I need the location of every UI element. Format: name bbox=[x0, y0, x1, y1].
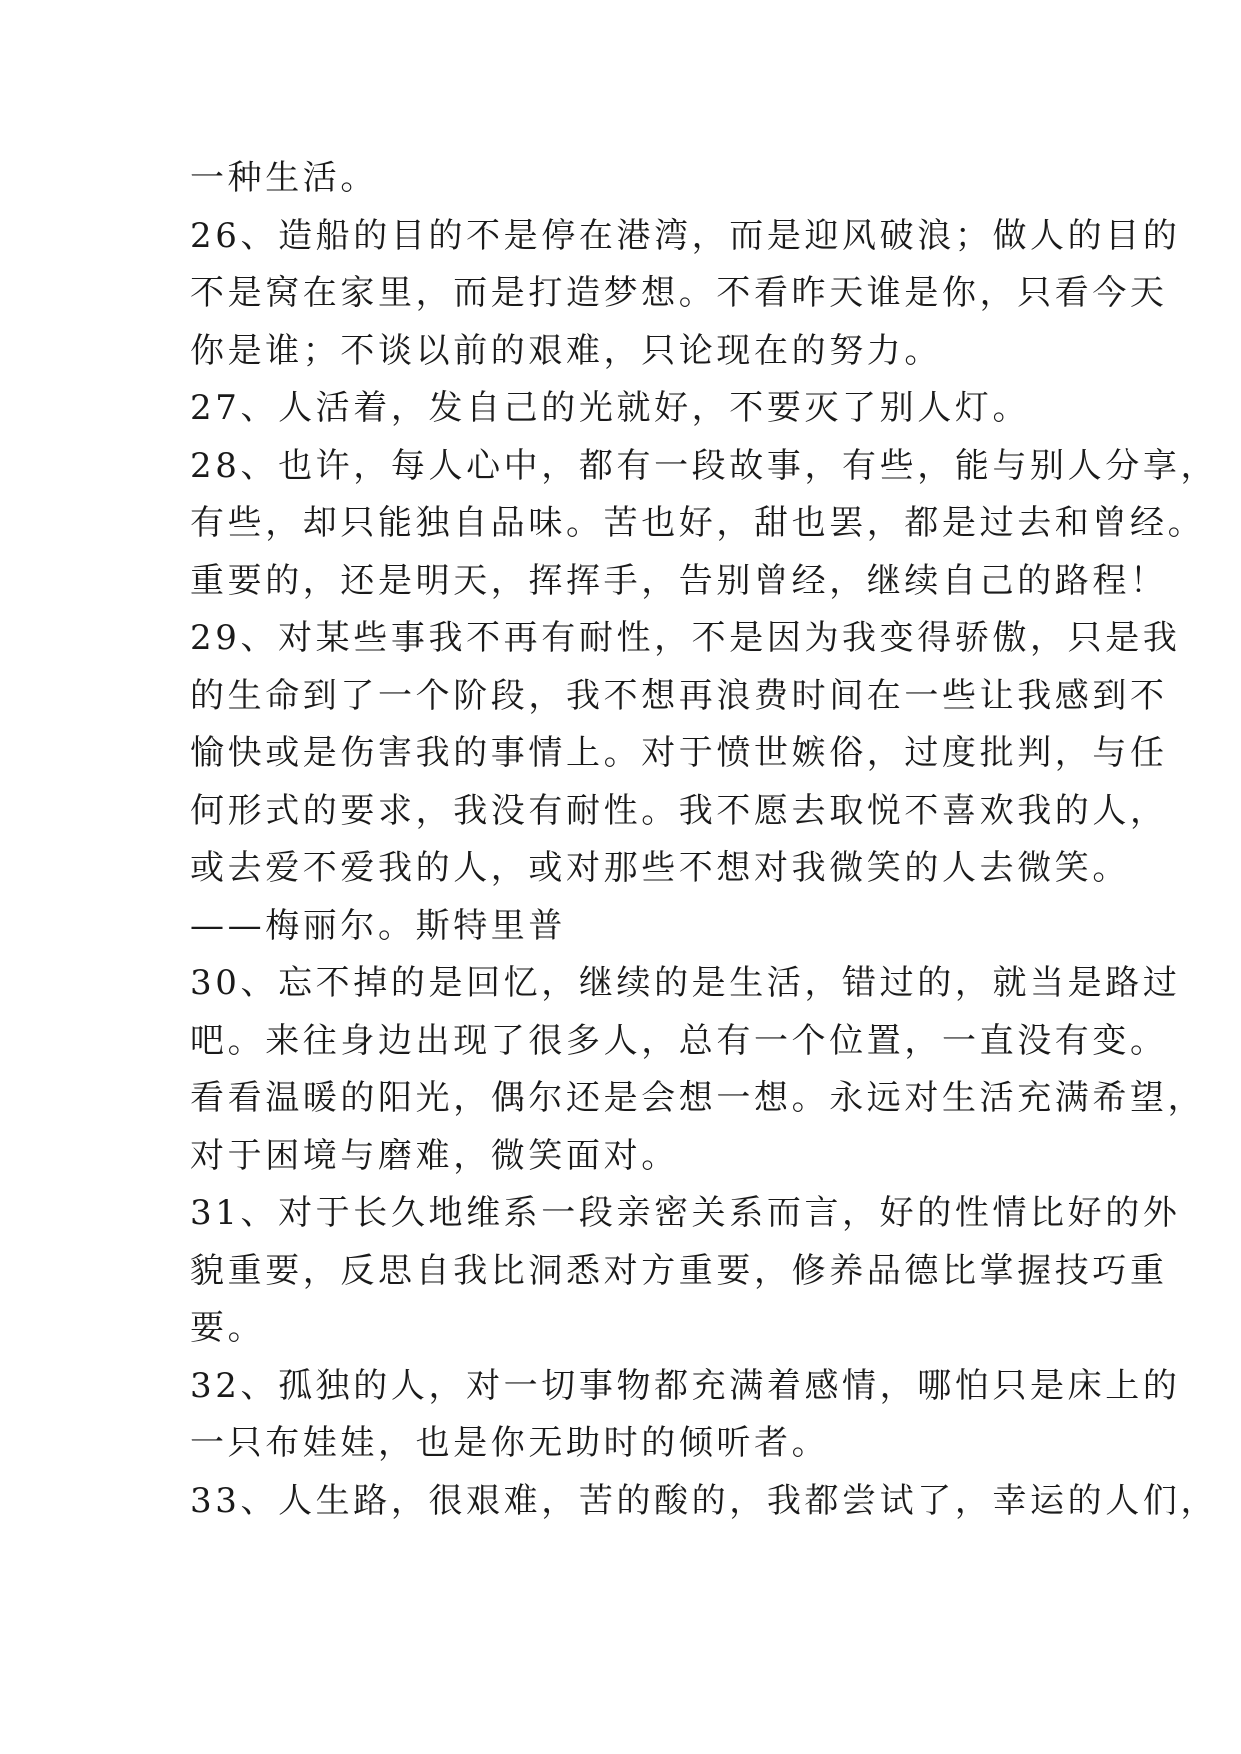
text-line: 33、人生路，很艰难，苦的酸的，我都尝试了，幸运的人们， bbox=[190, 1480, 1219, 1521]
text-line: ——梅丽尔。斯特里普 bbox=[190, 905, 566, 946]
text-line: 一只布娃娃，也是你无助时的倾听者。 bbox=[190, 1423, 830, 1463]
text-line: 一种生活。 bbox=[190, 158, 378, 198]
text-line: 32、孤独的人，对一切事物都充满着感情，哪怕只是床上的 bbox=[190, 1365, 1181, 1406]
text-line: 29、对某些事我不再有耐性，不是因为我变得骄傲，只是我 bbox=[190, 618, 1181, 658]
text-line: 重要的，还是明天，挥挥手，告别曾经，继续自己的路程！ bbox=[190, 560, 1168, 601]
text-line: 何形式的要求，我没有耐性。我不愿去取悦不喜欢我的人， bbox=[190, 790, 1168, 831]
text-line: 30、忘不掉的是回忆，继续的是生活，错过的，就当是路过 bbox=[190, 963, 1181, 1003]
text-line: 对于困境与磨难，微笑面对。 bbox=[190, 1135, 679, 1176]
text-line: 的生命到了一个阶段，我不想再浪费时间在一些让我感到不 bbox=[190, 675, 1168, 716]
text-line: 不是窝在家里，而是打造梦想。不看昨天谁是你，只看今天 bbox=[190, 273, 1168, 313]
text-line: 或去爱不爱我的人，或对那些不想对我微笑的人去微笑。 bbox=[190, 848, 1130, 888]
text-line: 要。 bbox=[190, 1308, 266, 1348]
text-line: 27、人活着，发自己的光就好，不要灭了别人灯。 bbox=[190, 388, 1031, 428]
text-line: 有些，却只能独自品味。苦也好，甜也罢，都是过去和曾经。 bbox=[190, 503, 1206, 543]
text-line: 28、也许，每人心中，都有一段故事，有些，能与别人分享， bbox=[190, 445, 1219, 486]
text-line: 貌重要，反思自我比洞悉对方重要，修养品德比掌握技巧重 bbox=[190, 1250, 1168, 1291]
text-line: 你是谁；不谈以前的艰难，只论现在的努力。 bbox=[190, 330, 942, 371]
text-line: 看看温暖的阳光，偶尔还是会想一想。永远对生活充满希望， bbox=[190, 1078, 1206, 1118]
body-text bbox=[190, 150, 1219, 1530]
text-line: 26、造船的目的不是停在港湾，而是迎风破浪；做人的目的 bbox=[190, 215, 1181, 256]
text-line: 吧。来往身边出现了很多人，总有一个位置，一直没有变。 bbox=[190, 1020, 1168, 1061]
text-line: 31、对于长久地维系一段亲密关系而言，好的性情比好的外 bbox=[190, 1193, 1181, 1233]
text-line: 愉快或是伤害我的事情上。对于愤世嫉俗，过度批判，与任 bbox=[190, 733, 1168, 773]
